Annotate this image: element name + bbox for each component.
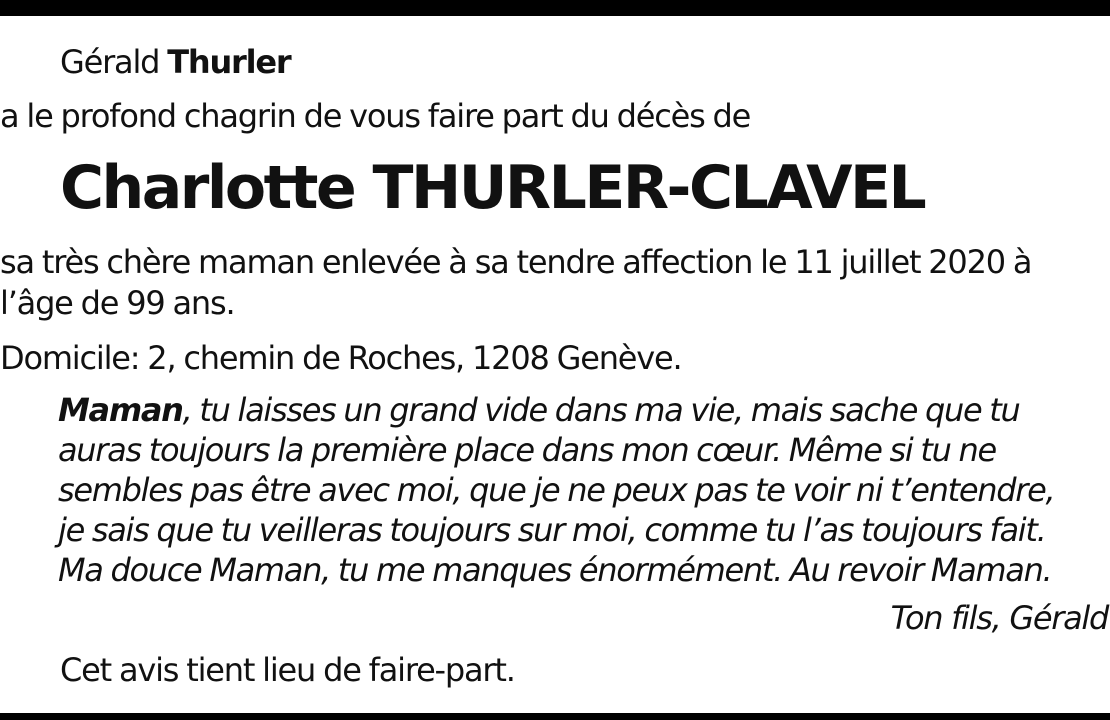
message-line-4: je sais que tu veilleras toujours sur moi, comme tu l’as toujours fait. <box>58 511 1046 549</box>
message-line-1-rest: , tu laisses un grand vide dans ma vie, mais sache que tu <box>182 391 1020 429</box>
announcer-first-name: Gérald <box>60 43 160 81</box>
announcer-name <box>60 42 290 82</box>
intro-text: a le profond chagrin de vous faire part du décès de <box>0 97 751 135</box>
description-line-2: l’âge de 99 ans. <box>0 284 235 322</box>
deceased-name: Charlotte THURLER-CLAVEL <box>60 153 925 223</box>
announcer-last-name: Thurler <box>167 43 291 81</box>
message-signature: Ton fils, Gérald <box>890 599 1108 637</box>
notice-text: Cet avis tient lieu de faire-part. <box>60 651 515 689</box>
personal-message <box>58 390 1110 590</box>
message-line-1 <box>58 390 1110 430</box>
message-lead: Maman <box>58 391 183 429</box>
bottom-border-rule <box>0 713 1110 720</box>
message-line-5: Ma douce Maman, tu me manques énormément. Au revoir Maman. <box>58 551 1052 589</box>
message-line-2: auras toujours la première place dans mon cœur. Même si tu ne <box>58 431 996 469</box>
domicile-text: Domicile: 2, chemin de Roches, 1208 Genève. <box>0 339 682 377</box>
message-line-3: sembles pas être avec moi, que je ne peux pas te voir ni t’entendre, <box>58 471 1055 509</box>
description-line-1: sa très chère maman enlevée à sa tendre affection le 11 juillet 2020 à <box>0 243 1032 281</box>
top-border-rule <box>0 0 1110 16</box>
